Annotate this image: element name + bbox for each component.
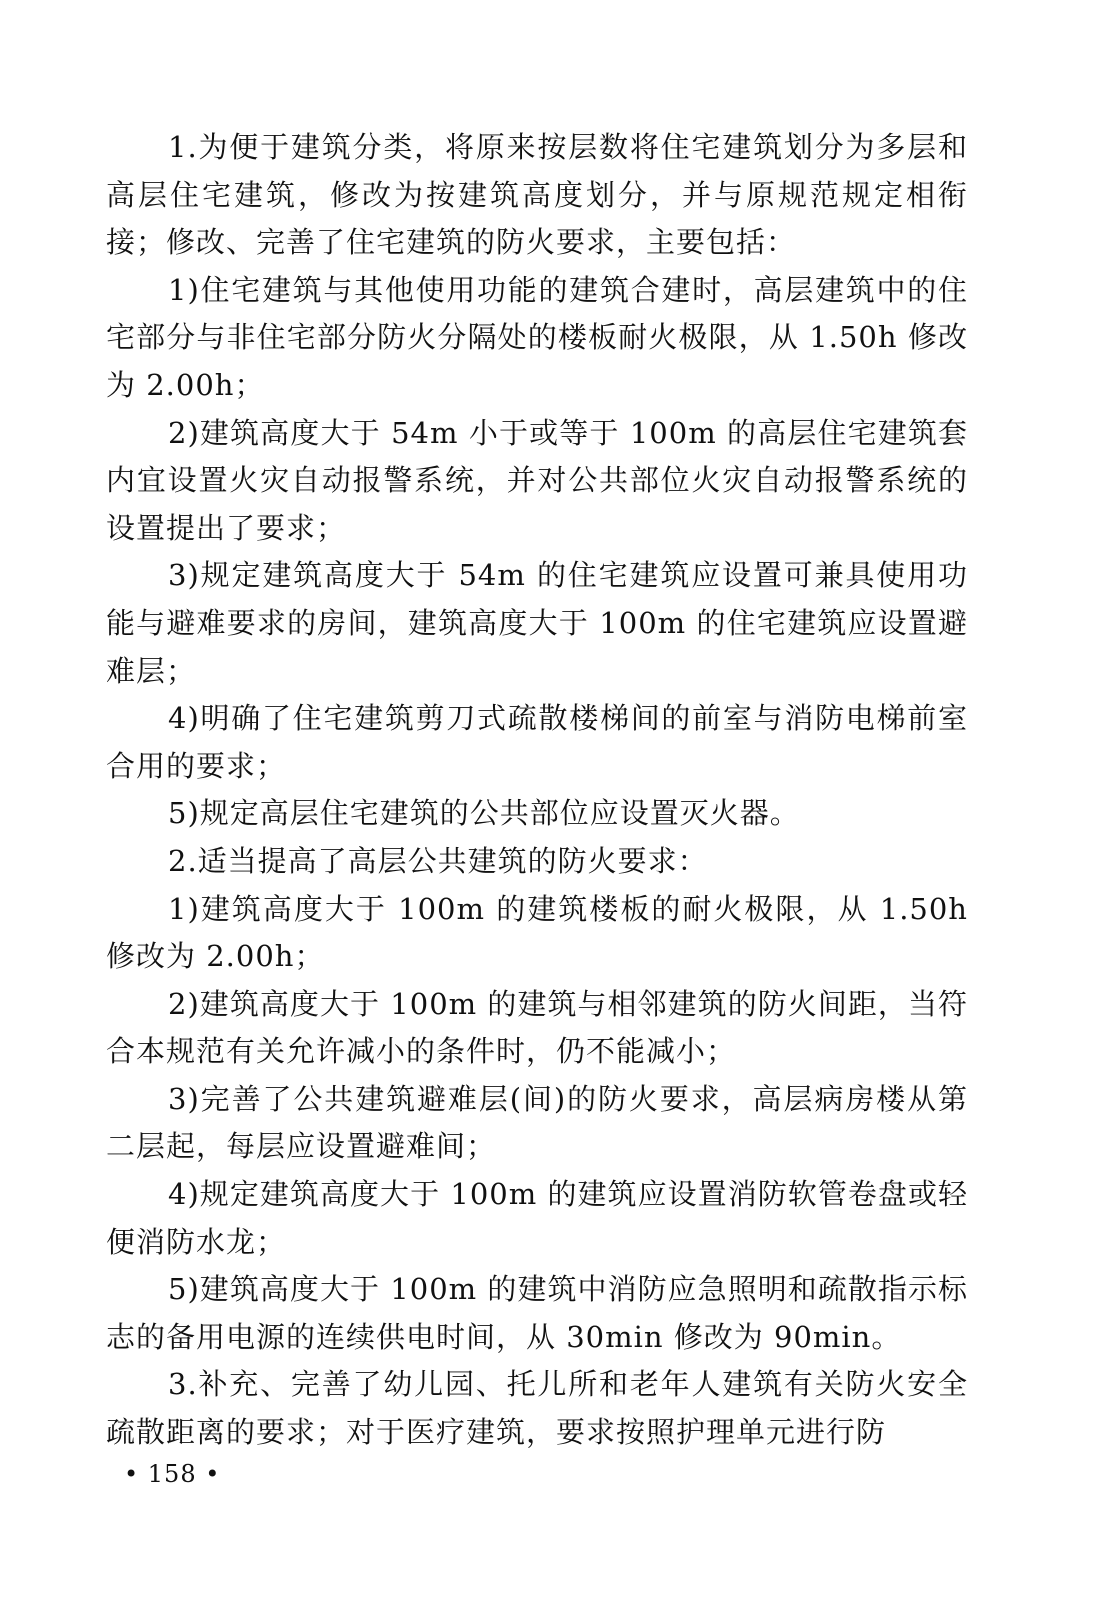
paragraph: 4)规定建筑高度大于 100m 的建筑应设置消防软管卷盘或轻便消防水龙； bbox=[106, 1177, 968, 1259]
paragraph: 2)建筑高度大于 100m 的建筑与相邻建筑的防火间距，当符合本规范有关允许减小的条件时，仍不能减小； bbox=[106, 986, 968, 1069]
paragraph: 3.补充、完善了幼儿园、托儿所和老年人建筑有关防火安全疏散距离的要求；对于医疗建筑，要求按照护理单元进行防 bbox=[106, 1367, 968, 1450]
body-text bbox=[106, 124, 968, 1457]
paragraph: 5)规定高层住宅建筑的公共部位应设置灭火器。 bbox=[168, 796, 800, 831]
paragraph: 4)明确了住宅建筑剪刀式疏散楼梯间的前室与消防电梯前室合用的要求； bbox=[106, 701, 968, 783]
paragraph: 3)完善了公共建筑避难层(间)的防火要求，高层病房楼从第二层起，每层应设置避难间； bbox=[106, 1081, 968, 1164]
page-number: • 158 • bbox=[124, 1460, 221, 1488]
paragraph: 1)建筑高度大于 100m 的建筑楼板的耐火极限，从 1.50h 修改为 2.00h； bbox=[106, 891, 968, 974]
paragraph: 1)住宅建筑与其他使用功能的建筑合建时，高层建筑中的住宅部分与非住宅部分防火分隔处的楼板耐火极限，从 1.50h 修改为 2.00h； bbox=[106, 272, 968, 402]
paragraph: 3)规定建筑高度大于 54m 的住宅建筑应设置可兼具使用功能与避难要求的房间，建筑高度大于 100m 的住宅建筑应设置避难层； bbox=[106, 558, 968, 688]
paragraph: 2.适当提高了高层公共建筑的防火要求： bbox=[168, 843, 708, 878]
paragraph: 5)建筑高度大于 100m 的建筑中消防应急照明和疏散指示标志的备用电源的连续供电时间，从 30min 修改为 90min。 bbox=[106, 1272, 968, 1354]
paragraph: 1.为便于建筑分类，将原来按层数将住宅建筑划分为多层和高层住宅建筑，修改为按建筑高度划分，并与原规范规定相衔接；修改、完善了住宅建筑的防火要求，主要包括： bbox=[106, 130, 968, 260]
paragraph: 2)建筑高度大于 54m 小于或等于 100m 的高层住宅建筑套内宜设置火灾自动报警系统，并对公共部位火灾自动报警系统的设置提出了要求； bbox=[106, 415, 968, 545]
